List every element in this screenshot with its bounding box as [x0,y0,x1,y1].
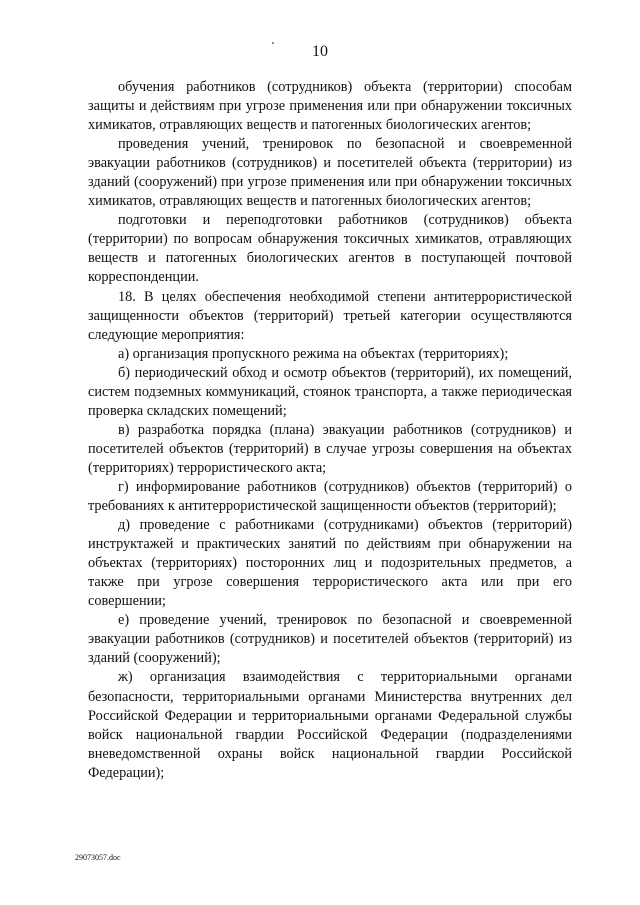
paragraph-item-e: е) проведение учений, тренировок по безопасной и своевременной эвакуации работников (сотрудников) и посетителей объектов (территорий) из зданий (сооружений); [88,612,572,667]
paragraph-item-d: д) проведение с работниками (сотрудниками) объектов (территорий) инструктажей и практических занятий по действиям при обнаружении на объектах (территориях) посторонних лиц и подозрительных предметов, а также при угрозе совершения террористического акта или при его совершении; [88,517,572,610]
paragraph-evacuation-drills: проведения учений, тренировок по безопасной и своевременной эвакуации работников (сотрудников) и посетителей объекта (территории) из зданий (сооружений) при угрозе применения или при обнаружении токсичных химикатов, отравляющих веществ и патогенных биологических агентов; [88,136,572,210]
paragraph-item-a: а) организация пропускного режима на объектах (территориях); [118,345,509,362]
paragraph-staff-training-mail: подготовки и переподготовки работников (сотрудников) объекта (территории) по вопросам обнаружения токсичных химикатов, отравляющих веществ и патогенных биологических агентов в поступающей почтовой корреспонденции. [88,212,572,286]
page-number: 10 [312,43,328,60]
paragraph-section-18: 18. В целях обеспечения необходимой степени антитеррористической защищенности объектов (территорий) третьей категории осуществляются следующие мероприятия: [88,288,572,343]
footer-filename: 29073057.doc [75,853,121,862]
paragraph-item-zh: ж) организация взаимодействия с территориальными органами безопасности, территориальными органами Министерства внутренних дел Российской Федерации и территориальными органами Федеральной службы войск национальной гвардии Российской Федерации (подразделениями вневедомственной охраны войск национальной гвардии Российской Федерации); [88,669,572,781]
paragraph-item-b: б) периодический обход и осмотр объектов (территорий), их помещений, систем подземных коммуникаций, стоянок транспорта, а также периодическая проверка складских помещений; [88,364,572,419]
paragraph-item-g: г) информирование работников (сотрудников) объектов (территорий) о требованиях к антитеррористической защищенности объектов (территорий); [88,478,572,515]
paragraph-item-v: в) разработка порядка (плана) эвакуации работников (сотрудников) и посетителей объектов (территорий) в случае угрозы совершения на объектах (территориях) террористического акта; [88,421,572,476]
body-text [88,78,572,783]
paragraph-training-workers: обучения работников (сотрудников) объекта (территории) способам защиты и действиям при угрозе применения или при обнаружении токсичных химикатов, отравляющих веществ и патогенных биологических агентов; [88,79,572,134]
